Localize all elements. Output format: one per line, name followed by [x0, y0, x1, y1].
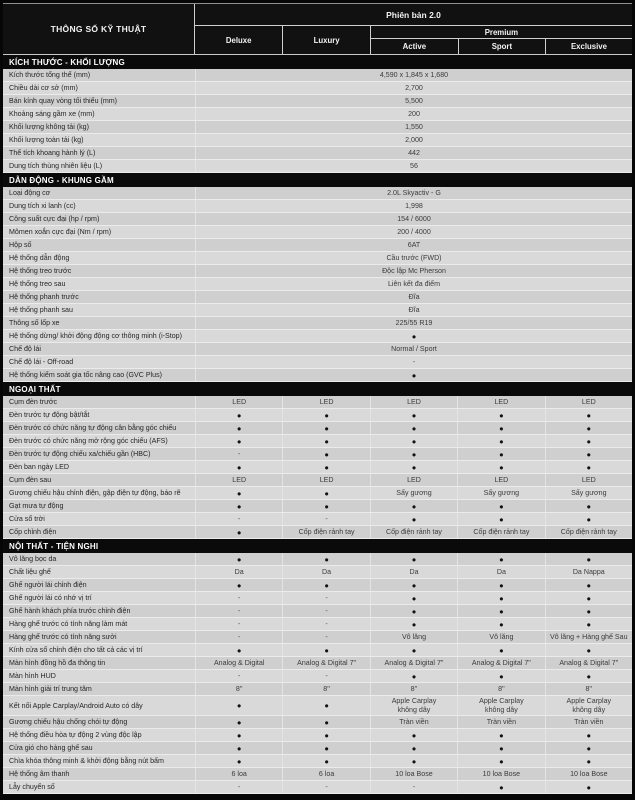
spec-label: Hệ thống treo trước — [9, 267, 72, 275]
feature-dot-icon: ● — [545, 435, 632, 447]
spec-label: Lẫy chuyển số — [9, 783, 55, 791]
spec-row — [3, 226, 632, 239]
section-rows — [3, 69, 632, 173]
spec-row — [3, 742, 632, 755]
feature-dot-icon: ● — [457, 422, 544, 434]
section-header: KÍCH THƯỚC - KHỐI LƯỢNG — [3, 55, 632, 69]
spec-label: Chìa khóa thông minh & khởi động bằng nút bấm — [9, 757, 164, 765]
spec-value: Tràn viền — [370, 716, 457, 728]
spec-label: Gương chiếu hậu chỉnh điện, gập điện tự động, báo rẽ — [9, 489, 181, 497]
spec-label: Kích thước tổng thể (mm) — [9, 71, 91, 79]
spec-row — [3, 396, 632, 409]
feature-dot-icon: ● — [195, 461, 282, 473]
spec-row — [3, 330, 632, 343]
spec-value: - — [195, 670, 282, 682]
feature-dot-icon: ● — [457, 670, 544, 682]
spec-row — [3, 291, 632, 304]
spec-row — [3, 121, 632, 134]
feature-dot-icon: ● — [195, 729, 282, 741]
spec-value: Cốp điện rảnh tay — [545, 526, 632, 538]
spec-label: Màn hình HUD — [9, 672, 56, 680]
spec-row — [3, 422, 632, 435]
spec-value: Analog & Digital 7" — [457, 657, 544, 669]
spec-label: Bán kính quay vòng tối thiểu (mm) — [9, 97, 118, 105]
spec-label: Cụm đèn trước — [9, 398, 58, 406]
feature-dot-icon: ● — [545, 742, 632, 754]
table-body — [3, 55, 632, 794]
version-header: Phiên bản 2.0 — [195, 4, 632, 26]
spec-value: Da — [282, 566, 369, 578]
spec-value: - — [195, 631, 282, 643]
spec-row — [3, 187, 632, 200]
spec-label: Đèn trước tự động bật/tắt — [9, 411, 90, 419]
spec-row — [3, 729, 632, 742]
spec-value: 2,700 — [195, 82, 632, 94]
spec-value: Apple Carplay không dây — [545, 696, 632, 715]
spec-row — [3, 147, 632, 160]
spec-label: Cốp chỉnh điện — [9, 528, 57, 536]
spec-row — [3, 356, 632, 369]
feature-dot-icon: ● — [195, 755, 282, 767]
spec-row — [3, 160, 632, 173]
spec-row — [3, 618, 632, 631]
feature-dot-icon: ● — [282, 644, 369, 656]
feature-dot-icon: ● — [457, 742, 544, 754]
spec-value: 6AT — [195, 239, 632, 251]
spec-value: 10 loa Bose — [370, 768, 457, 780]
spec-value: Độc lập Mc Pherson — [195, 265, 632, 277]
spec-row — [3, 82, 632, 95]
spec-label: Dung tích xi lanh (cc) — [9, 202, 76, 210]
spec-value: LED — [545, 474, 632, 486]
feature-dot-icon: ● — [282, 500, 369, 512]
spec-value: Analog & Digital — [195, 657, 282, 669]
column-header-sport: Sport — [458, 39, 545, 54]
spec-value: 200 — [195, 108, 632, 120]
feature-dot-icon: ● — [282, 742, 369, 754]
spec-value: 8'' — [457, 683, 544, 695]
feature-dot-icon: ● — [370, 579, 457, 591]
feature-dot-icon: ● — [370, 513, 457, 525]
spec-value: LED — [195, 396, 282, 408]
feature-dot-icon: ● — [545, 644, 632, 656]
header-right — [195, 4, 632, 54]
feature-dot-icon: ● — [370, 605, 457, 617]
feature-dot-icon: ● — [282, 755, 369, 767]
spec-value: LED — [195, 474, 282, 486]
spec-label: Gạt mưa tự động — [9, 502, 64, 510]
premium-group-label: Premium — [371, 26, 632, 39]
feature-dot-icon: ● — [195, 644, 282, 656]
spec-value: - — [282, 592, 369, 604]
spec-value: Đĩa — [195, 291, 632, 303]
spec-row — [3, 605, 632, 618]
section-rows — [3, 553, 632, 794]
spec-row — [3, 69, 632, 82]
spec-value: Apple Carplay không dây — [370, 696, 457, 715]
spec-label: Công suất cực đại (hp / rpm) — [9, 215, 100, 223]
spec-label: Ghế người lái có nhớ vị trí — [9, 594, 92, 602]
spec-label: Gương chiếu hậu chống chói tự động — [9, 718, 128, 726]
feature-dot-icon: ● — [457, 409, 544, 421]
feature-dot-icon: ● — [457, 435, 544, 447]
spec-row — [3, 657, 632, 670]
spec-value: LED — [370, 396, 457, 408]
section-rows — [3, 396, 632, 539]
spec-value: Cầu trước (FWD) — [195, 252, 632, 264]
spec-value: Normal / Sport — [195, 343, 632, 355]
feature-dot-icon: ● — [545, 755, 632, 767]
feature-dot-icon: ● — [195, 500, 282, 512]
spec-value: Đĩa — [195, 304, 632, 316]
feature-dot-icon: ● — [457, 644, 544, 656]
feature-dot-icon: ● — [545, 409, 632, 421]
spec-value: - — [282, 631, 369, 643]
spec-row — [3, 200, 632, 213]
spec-row — [3, 304, 632, 317]
spec-label: Chế độ lái — [9, 345, 41, 353]
spec-label: Khối lượng không tải (kg) — [9, 123, 89, 131]
feature-dot-icon: ● — [282, 553, 369, 565]
spec-value: Da — [457, 566, 544, 578]
feature-dot-icon: ● — [370, 461, 457, 473]
spec-row — [3, 239, 632, 252]
spec-value: Sấy gương — [457, 487, 544, 499]
feature-dot-icon: ● — [545, 729, 632, 741]
spec-value: 225/55 R19 — [195, 317, 632, 329]
feature-dot-icon: ● — [282, 409, 369, 421]
spec-label: Dung tích thùng nhiên liệu (L) — [9, 162, 103, 170]
spec-row — [3, 487, 632, 500]
spec-label: Hệ thống âm thanh — [9, 770, 70, 778]
spec-value: Analog & Digital 7" — [282, 657, 369, 669]
spec-label: Kính cửa sổ chỉnh điện cho tất cả các vị trí — [9, 646, 143, 654]
spec-value: 8'' — [195, 683, 282, 695]
feature-dot-icon: ● — [282, 716, 369, 728]
feature-dot-icon: ● — [457, 781, 544, 793]
feature-dot-icon: ● — [457, 592, 544, 604]
spec-value: Vô lăng — [370, 631, 457, 643]
spec-label: Hệ thống phanh trước — [9, 293, 79, 301]
feature-dot-icon: ● — [370, 742, 457, 754]
feature-dot-icon: ● — [457, 513, 544, 525]
spec-row — [3, 500, 632, 513]
spec-label: Kết nối Apple Carplay/Android Auto có dây — [9, 701, 143, 710]
spec-row — [3, 513, 632, 526]
spec-label: Loại động cơ — [9, 189, 51, 197]
spec-label: Ghế người lái chỉnh điện — [9, 581, 87, 589]
spec-value: LED — [457, 474, 544, 486]
spec-row — [3, 474, 632, 487]
spec-value: Da Nappa — [545, 566, 632, 578]
feature-dot-icon: ● — [195, 487, 282, 499]
spec-label: Màn hình giải trí trung tâm — [9, 685, 92, 693]
section-header: NỘI THẤT - TIỆN NGHI — [3, 539, 632, 553]
column-headers — [195, 26, 632, 54]
spec-label: Hệ thống kiểm soát gia tốc nâng cao (GVC Plus) — [9, 371, 162, 379]
feature-dot-icon: ● — [195, 422, 282, 434]
spec-value: - — [282, 781, 369, 793]
spec-value: Vô lăng + Hàng ghế Sau — [545, 631, 632, 643]
spec-row — [3, 252, 632, 265]
spec-value: - — [195, 781, 282, 793]
feature-dot-icon: ● — [545, 461, 632, 473]
feature-dot-icon: ● — [370, 448, 457, 460]
feature-dot-icon: ● — [370, 435, 457, 447]
feature-dot-icon: ● — [195, 369, 632, 381]
column-header-luxury: Luxury — [282, 26, 369, 54]
spec-value: - — [282, 605, 369, 617]
spec-row — [3, 265, 632, 278]
spec-label: Cửa sổ trời — [9, 515, 45, 523]
spec-label: Hệ thống treo sau — [9, 280, 66, 288]
feature-dot-icon: ● — [457, 500, 544, 512]
spec-row — [3, 343, 632, 356]
spec-value: - — [282, 513, 369, 525]
spec-value: 2.0L Skyactiv - G — [195, 187, 632, 199]
feature-dot-icon: ● — [195, 435, 282, 447]
feature-dot-icon: ● — [457, 448, 544, 460]
spec-value: Apple Carplay không dây — [457, 696, 544, 715]
feature-dot-icon: ● — [545, 579, 632, 591]
spec-row — [3, 409, 632, 422]
feature-dot-icon: ● — [370, 618, 457, 630]
spec-row — [3, 592, 632, 605]
feature-dot-icon: ● — [282, 487, 369, 499]
column-header-active: Active — [402, 42, 427, 51]
column-group-premium — [370, 26, 632, 54]
feature-dot-icon: ● — [545, 781, 632, 793]
feature-dot-icon: ● — [545, 670, 632, 682]
spec-row — [3, 134, 632, 147]
spec-value: Cốp điện rảnh tay — [370, 526, 457, 538]
spec-row — [3, 369, 632, 382]
spec-value: 4,590 x 1,845 x 1,680 — [195, 69, 632, 81]
spec-value: 8'' — [370, 683, 457, 695]
spec-value: - — [195, 592, 282, 604]
spec-value: 6 loa — [282, 768, 369, 780]
spec-value: Sấy gương — [545, 487, 632, 499]
feature-dot-icon: ● — [370, 422, 457, 434]
spec-row — [3, 213, 632, 226]
spec-row — [3, 670, 632, 683]
spec-value: LED — [457, 396, 544, 408]
spec-label: Hệ thống dẫn động — [9, 254, 70, 262]
spec-row — [3, 278, 632, 291]
spec-label: Hàng ghế trước có tính năng làm mát — [9, 620, 128, 628]
feature-dot-icon: ● — [545, 618, 632, 630]
feature-dot-icon: ● — [370, 500, 457, 512]
feature-dot-icon: ● — [195, 696, 282, 715]
feature-dot-icon: ● — [282, 448, 369, 460]
spec-value: LED — [282, 474, 369, 486]
spec-label: Chiều dài cơ sở (mm) — [9, 84, 78, 92]
spec-row — [3, 108, 632, 121]
feature-dot-icon: ● — [457, 553, 544, 565]
spec-label: Hệ thống phanh sau — [9, 306, 73, 314]
feature-dot-icon: ● — [457, 618, 544, 630]
spec-row — [3, 461, 632, 474]
spec-row — [3, 696, 632, 716]
spec-value: Da — [195, 566, 282, 578]
spec-value: 10 loa Bose — [457, 768, 544, 780]
spec-label: Đèn trước tự động chiếu xa/chiếu gần (HBC) — [9, 450, 151, 458]
spec-row — [3, 566, 632, 579]
feature-dot-icon: ● — [545, 592, 632, 604]
spec-value: 10 loa Bose — [545, 768, 632, 780]
spec-label: Chất liệu ghế — [9, 568, 51, 576]
spec-value: - — [195, 605, 282, 617]
feature-dot-icon: ● — [195, 579, 282, 591]
spec-value: Analog & Digital 7" — [545, 657, 632, 669]
feature-dot-icon: ● — [282, 729, 369, 741]
spec-value: LED — [545, 396, 632, 408]
spec-label: Khoảng sáng gầm xe (mm) — [9, 110, 95, 118]
spec-row — [3, 435, 632, 448]
spec-row — [3, 768, 632, 781]
spec-value: 442 — [195, 147, 632, 159]
spec-row — [3, 781, 632, 794]
spec-label: Đèn trước có chức năng tự động cân bằng góc chiếu — [9, 424, 177, 432]
spec-label: Mômen xoắn cực đại (Nm / rpm) — [9, 228, 112, 236]
section-header: NGOẠI THẤT — [3, 382, 632, 396]
spec-value: LED — [370, 474, 457, 486]
spec-row — [3, 448, 632, 461]
spec-label: Cửa gió cho hàng ghế sau — [9, 744, 93, 752]
page-title: THÔNG SỐ KỸ THUẬT — [3, 4, 195, 54]
feature-dot-icon: ● — [545, 605, 632, 617]
feature-dot-icon: ● — [545, 422, 632, 434]
feature-dot-icon: ● — [195, 526, 282, 538]
feature-dot-icon: ● — [545, 448, 632, 460]
spec-label: Ghế hành khách phía trước chỉnh điện — [9, 607, 131, 615]
spec-label: Vô lăng bọc da — [9, 555, 57, 563]
spec-row — [3, 95, 632, 108]
spec-value: 200 / 4000 — [195, 226, 632, 238]
spec-value: Tràn viền — [457, 716, 544, 728]
spec-label: Thông số lốp xe — [9, 319, 60, 327]
feature-dot-icon: ● — [545, 553, 632, 565]
spec-label: Màn hình đồng hồ đa thông tin — [9, 659, 106, 667]
spec-label: Hộp số — [9, 241, 32, 249]
spec-row — [3, 631, 632, 644]
spec-value: Vô lăng — [457, 631, 544, 643]
spec-value: 56 — [195, 160, 632, 172]
spec-row — [3, 716, 632, 729]
spec-label: Đèn trước có chức năng mở rộng góc chiếu (AFS) — [9, 437, 168, 445]
feature-dot-icon: ● — [370, 729, 457, 741]
feature-dot-icon: ● — [457, 755, 544, 767]
spec-value: 1,550 — [195, 121, 632, 133]
spec-value: 6 loa — [195, 768, 282, 780]
feature-dot-icon: ● — [370, 553, 457, 565]
feature-dot-icon: ● — [545, 513, 632, 525]
spec-value: - — [195, 513, 282, 525]
feature-dot-icon: ● — [195, 716, 282, 728]
section-rows — [3, 187, 632, 382]
spec-label: Hệ thống điều hòa tự động 2 vùng độc lập — [9, 731, 142, 739]
feature-dot-icon: ● — [282, 696, 369, 715]
spec-value: - — [370, 781, 457, 793]
feature-dot-icon: ● — [457, 605, 544, 617]
feature-dot-icon: ● — [370, 670, 457, 682]
table-header — [3, 3, 632, 55]
spec-row — [3, 579, 632, 592]
spec-value: Cốp điện rảnh tay — [282, 526, 369, 538]
spec-value: - — [282, 618, 369, 630]
feature-dot-icon: ● — [195, 553, 282, 565]
spec-value: Cốp điện rảnh tay — [457, 526, 544, 538]
section-header: DẪN ĐỘNG - KHUNG GẦM — [3, 173, 632, 187]
spec-row — [3, 317, 632, 330]
spec-value: Liên kết đa điểm — [195, 278, 632, 290]
premium-columns — [371, 39, 632, 54]
feature-dot-icon: ● — [457, 461, 544, 473]
feature-dot-icon: ● — [195, 330, 632, 342]
spec-row — [3, 644, 632, 657]
spec-value: 154 / 6000 — [195, 213, 632, 225]
feature-dot-icon: ● — [195, 409, 282, 421]
spec-label: Thể tích khoang hành lý (L) — [9, 149, 96, 157]
feature-dot-icon: ● — [282, 461, 369, 473]
spec-value: 2,000 — [195, 134, 632, 146]
spec-value: - — [195, 448, 282, 460]
spec-value: Tràn viền — [545, 716, 632, 728]
spec-value: - — [282, 670, 369, 682]
feature-dot-icon: ● — [195, 742, 282, 754]
spec-label: Khối lượng toàn tải (kg) — [9, 136, 84, 144]
spec-value: - — [195, 356, 632, 368]
feature-dot-icon: ● — [545, 500, 632, 512]
feature-dot-icon: ● — [370, 409, 457, 421]
feature-dot-icon: ● — [370, 644, 457, 656]
spec-value: Analog & Digital 7" — [370, 657, 457, 669]
feature-dot-icon: ● — [370, 592, 457, 604]
spec-value: - — [195, 618, 282, 630]
spec-row — [3, 553, 632, 566]
spec-row — [3, 526, 632, 539]
feature-dot-icon: ● — [282, 422, 369, 434]
spec-value: 1,998 — [195, 200, 632, 212]
column-header-exclusive: Exclusive — [545, 39, 632, 54]
feature-dot-icon: ● — [282, 435, 369, 447]
spec-value: 8'' — [545, 683, 632, 695]
feature-dot-icon: ● — [282, 579, 369, 591]
spec-row — [3, 683, 632, 696]
spec-row — [3, 755, 632, 768]
column-header-deluxe: Deluxe — [225, 35, 252, 45]
spec-value: Da — [370, 566, 457, 578]
spec-label: Cụm đèn sau — [9, 476, 52, 484]
spec-label: Hàng ghế trước có tính năng sưởi — [9, 633, 117, 641]
spec-label: Đèn ban ngày LED — [9, 463, 69, 471]
spec-value: LED — [282, 396, 369, 408]
spec-label: Hệ thống dừng/ khởi động động cơ thông minh (i-Stop) — [9, 332, 182, 340]
feature-dot-icon: ● — [457, 729, 544, 741]
spec-value: 8'' — [282, 683, 369, 695]
feature-dot-icon: ● — [370, 755, 457, 767]
spec-label: Chế độ lái - Off-road — [9, 358, 74, 366]
feature-dot-icon: ● — [457, 579, 544, 591]
spec-value: Sấy gương — [370, 487, 457, 499]
spec-value: 5,500 — [195, 95, 632, 107]
